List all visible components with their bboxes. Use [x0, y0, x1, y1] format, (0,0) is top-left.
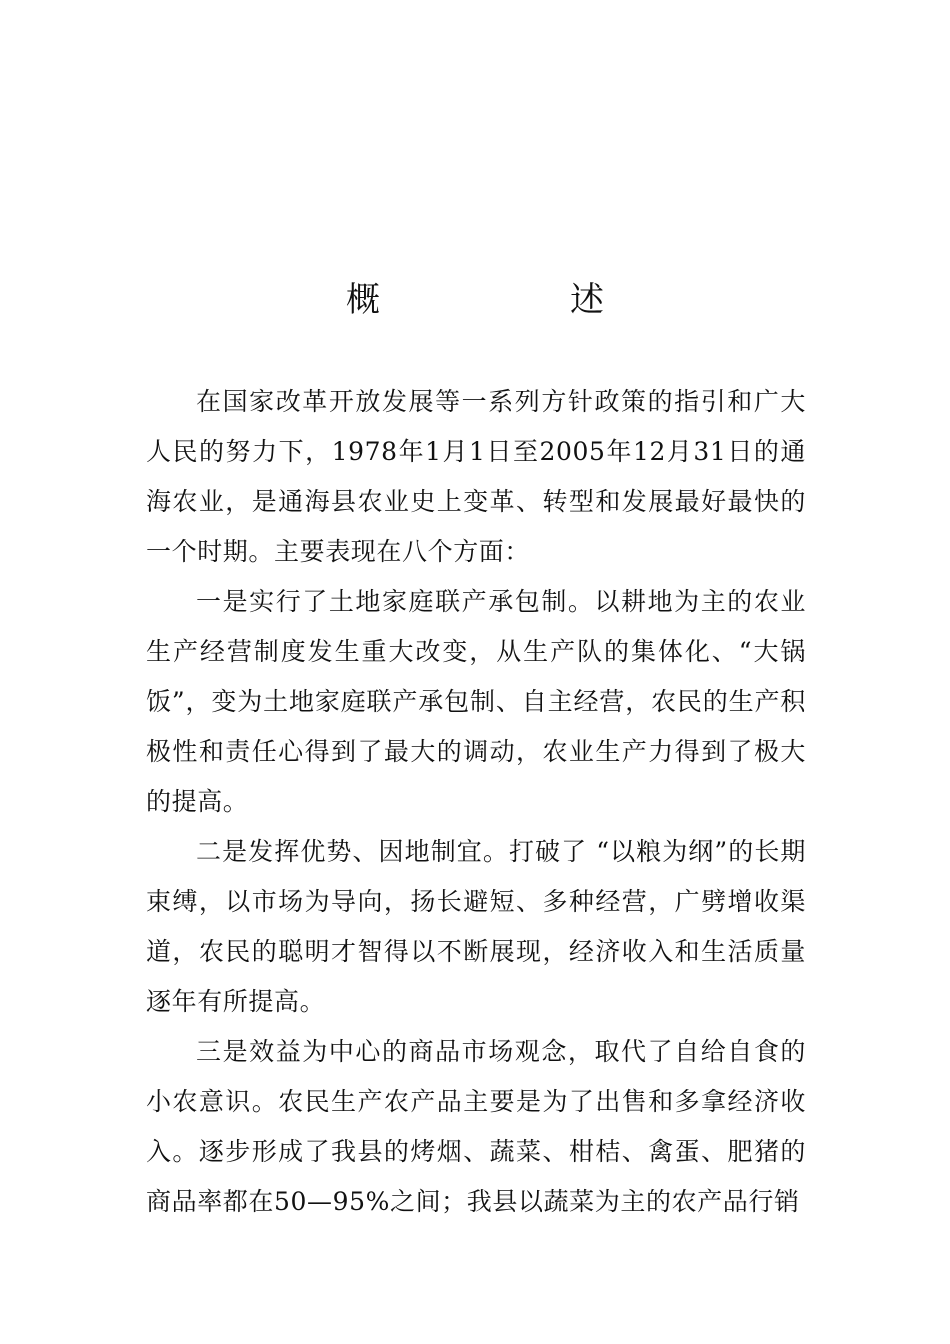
paragraph-intro: 在国家改革开放发展等一系列方针政策的指引和广大人民的努力下，1978年1月1日至2005年12月31日的通海农业，是通海县农业史上变革、转型和发展最好最快的一个时期。主要表现在八个方面：	[146, 387, 806, 566]
page-title: 概 述	[346, 280, 682, 320]
paragraph-point-3: 三是效益为中心的商品市场观念，取代了自给自食的小农意识。农民生产农产品主要是为了出售和多拿经济收入。逐步形成了我县的烤烟、蔬菜、柑桔、禽蛋、肥猪的商品率都在50—95%之间；我县以蔬菜为主的农产品行销	[146, 1037, 806, 1216]
paragraph-point-2: 二是发挥优势、因地制宜。打破了 “以粮为纲”的长期束缚，以市场为导向，扬长避短、多种经营，广劈增收渠道，农民的聪明才智得以不断展现，经济收入和生活质量逐年有所提高。	[146, 837, 806, 1016]
body-text	[146, 377, 806, 1227]
paragraph-point-1: 一是实行了土地家庭联产承包制。以耕地为主的农业生产经营制度发生重大改变，从生产队的集体化、“大锅饭”，变为土地家庭联产承包制、自主经营，农民的生产积极性和责任心得到了最大的调动，农业生产力得到了极大的提高。	[146, 587, 806, 816]
